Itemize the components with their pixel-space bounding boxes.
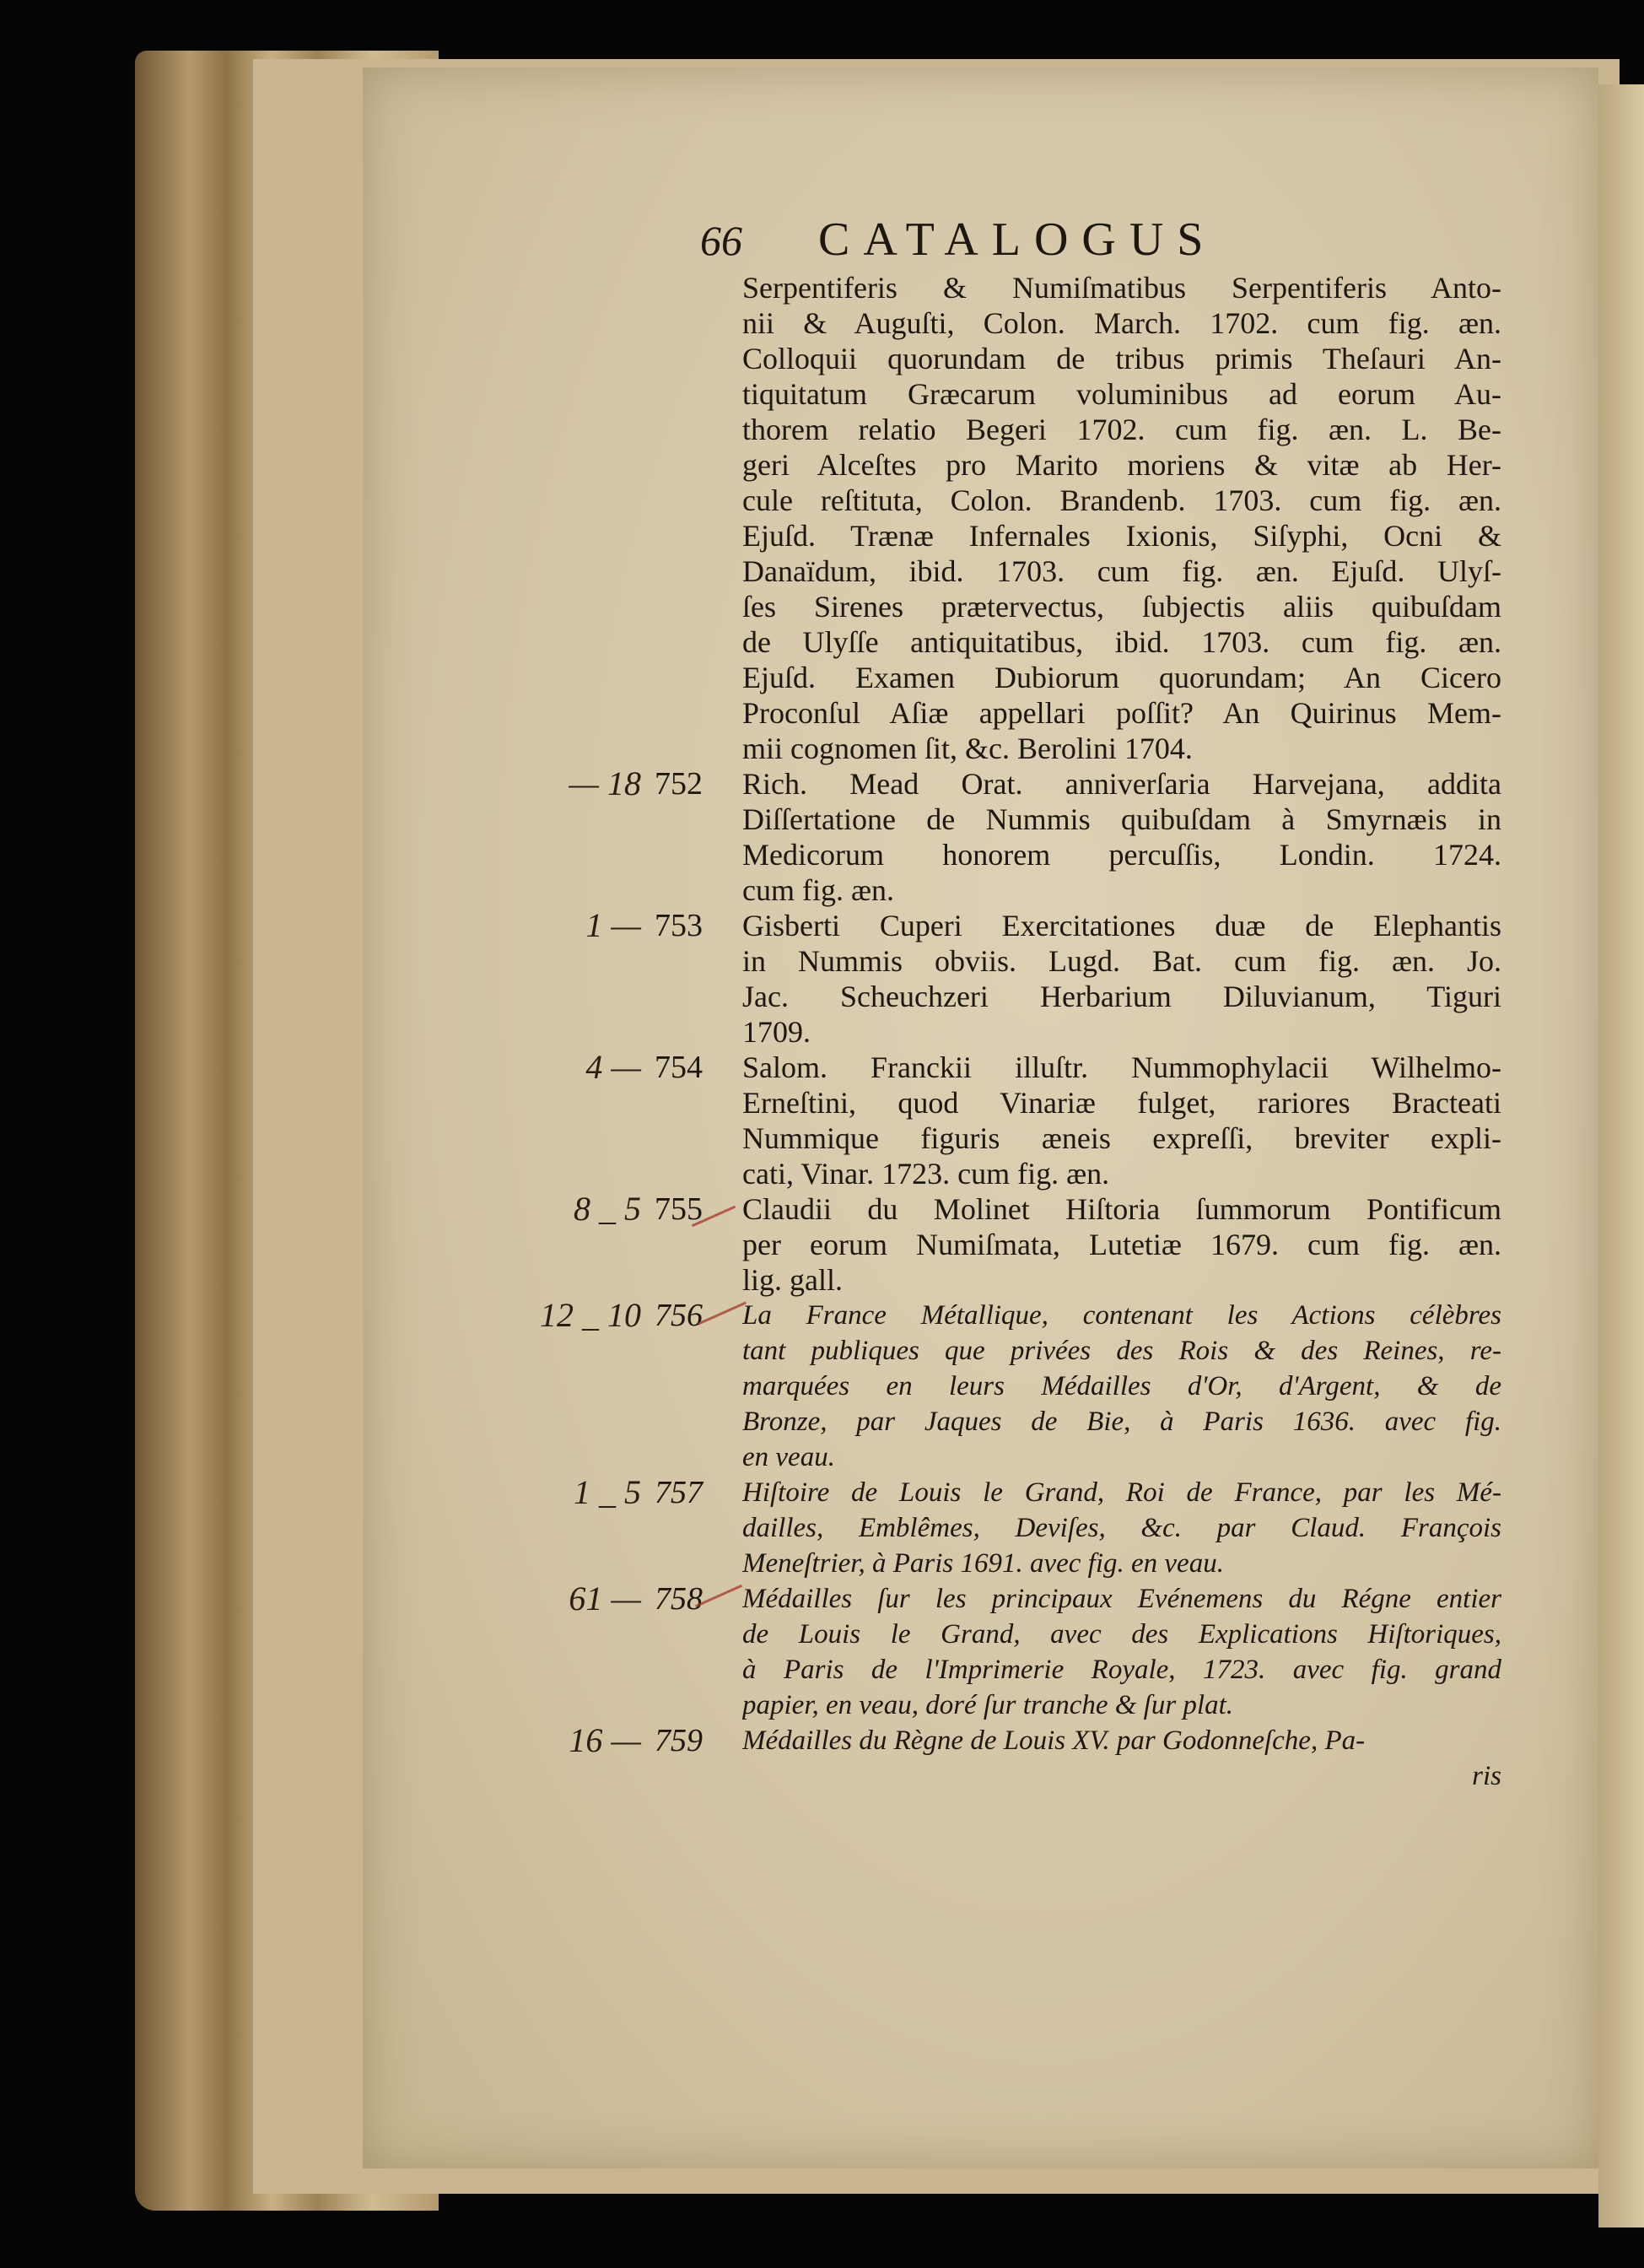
entry-line: Claudii du Molinet Hiſtoria ſummorum Pontificum (742, 1192, 1501, 1226)
facing-page-edge (1598, 84, 1644, 2228)
catchword: ris (1472, 1761, 1501, 1791)
entry-line: de Ulyſſe antiquitatibus, ibid. 1703. cum fig. æn. (742, 625, 1501, 659)
page-number: 66 (700, 217, 742, 264)
entry-line: Nummique figuris æneis expreſſi, breviter expli- (742, 1121, 1501, 1155)
entry-number: 759 (655, 1723, 703, 1758)
entry-line: ſes Sirenes prætervectus, ſubjectis aliis quibuſdam (742, 590, 1501, 624)
entry-line: Medicorum honorem percuſſis, Londin. 1724. (742, 838, 1501, 872)
entry-line: Gisberti Cuperi Exercitationes duæ de Elephantis (742, 909, 1501, 942)
entry-line: Danaïdum, ibid. 1703. cum fig. æn. Ejuſd. Ulyſ- (742, 554, 1501, 588)
entry-price: 12 _ 10 (540, 1296, 641, 1334)
entry-line: Serpentiferis & Numiſmatibus Serpentiferis Anto- (742, 271, 1501, 305)
entry-number: 755 (655, 1191, 703, 1227)
entry-line: Hiſtoire de Louis le Grand, Roi de France, par les Mé- (742, 1477, 1501, 1508)
entry-line: tant publiques que privées des Rois & des Reines, re- (742, 1336, 1501, 1366)
entry-line: cum fig. æn. (742, 873, 894, 907)
entry-number: 753 (655, 908, 703, 943)
entry-price: — 18 (569, 764, 641, 802)
page-header (700, 213, 1217, 266)
entry-line: lig. gall. (742, 1263, 843, 1297)
entry-line: thorem relatio Begeri 1702. cum fig. æn. L. Be- (742, 413, 1501, 446)
entry-price: 16 — (569, 1721, 641, 1759)
entry-line: papier, en veau, doré ſur tranche & ſur plat. (742, 1690, 1234, 1720)
entry-line: Bronze, par Jaques de Bie, à Paris 1636. avec fig. (742, 1407, 1501, 1437)
entry-line: Meneſtrier, à Paris 1691. avec fig. en veau. (742, 1548, 1224, 1579)
entry-price: 4 — (585, 1048, 641, 1086)
entry-price: 61 — (569, 1580, 641, 1617)
entry-number: 754 (655, 1050, 703, 1085)
entry-line: geri Alceſtes pro Marito moriens & vitæ ab Her- (742, 448, 1501, 482)
entry-line: Rich. Mead Orat. anniverſaria Harvejana, addita (742, 767, 1501, 801)
entry-line: Ejuſd. Trænæ Infernales Ixionis, Siſyphi, Ocni & (742, 519, 1501, 553)
entry-price: 8 _ 5 (574, 1190, 641, 1228)
entry-line: dailles, Emblêmes, Deviſes, &c. par Claud. François (742, 1513, 1501, 1543)
entry-line: Erneſtini, quod Vinariæ fulget, rariores Bracteati (742, 1086, 1501, 1120)
entry-line: in Nummis obviis. Lugd. Bat. cum fig. æn. Jo. (742, 944, 1501, 978)
entry-line: de Louis le Grand, avec des Explications Hiſtoriques, (742, 1619, 1501, 1650)
entry-line: Diſſertatione de Nummis quibuſdam à Smyrnæis in (742, 802, 1501, 836)
entry-number: 758 (655, 1581, 703, 1617)
entry-price: 1 — (585, 906, 641, 944)
entry-line: mii cognomen ſit, &c. Berolini 1704. (742, 732, 1193, 765)
entry-number: 757 (655, 1475, 703, 1510)
entry-line: Médailles du Règne de Louis XV. par Godonneſche, Pa- (742, 1725, 1366, 1756)
entry-line: Colloquii quorundam de tribus primis Theſauri An- (742, 342, 1501, 375)
entry-number: 756 (655, 1298, 703, 1333)
entry-line: tiquitatum Græcarum voluminibus ad eorum Au- (742, 377, 1501, 411)
entry-line: à Paris de l'Imprimerie Royale, 1723. avec fig. grand (742, 1655, 1501, 1685)
entry-line: per eorum Numiſmata, Lutetiæ 1679. cum fig. æn. (742, 1228, 1501, 1261)
entry-line: nii & Auguſti, Colon. March. 1702. cum fig. æn. (742, 306, 1501, 340)
entry-line: cati, Vinar. 1723. cum fig. æn. (742, 1157, 1110, 1191)
entry-line: Ejuſd. Examen Dubiorum quorundam; An Cicero (742, 661, 1501, 694)
entry-line: La France Métallique, contenant les Actions célèbres (742, 1300, 1501, 1331)
entry-line: Salom. Franckii illuſtr. Nummophylacii Wilhelmo- (742, 1050, 1501, 1084)
entry-line: Jac. Scheuchzeri Herbarium Diluvianum, Tiguri (742, 980, 1501, 1013)
entry-line: 1709. (742, 1015, 811, 1049)
entry-line: Proconſul Aſiæ appellari poſſit? An Quirinus Mem- (742, 696, 1501, 730)
entry-number: 752 (655, 766, 703, 802)
entry-line: cule reſtituta, Colon. Brandenb. 1703. cum fig. æn. (742, 483, 1501, 517)
entry-price: 1 _ 5 (574, 1473, 641, 1511)
running-title: CATALOGUS (818, 213, 1217, 266)
entry-line: marquées en leurs Médailles d'Or, d'Argent, & de (742, 1371, 1501, 1401)
entry-line: en veau. (742, 1442, 835, 1472)
entry-line: Médailles ſur les principaux Evénemens du Régne entier (742, 1584, 1501, 1614)
